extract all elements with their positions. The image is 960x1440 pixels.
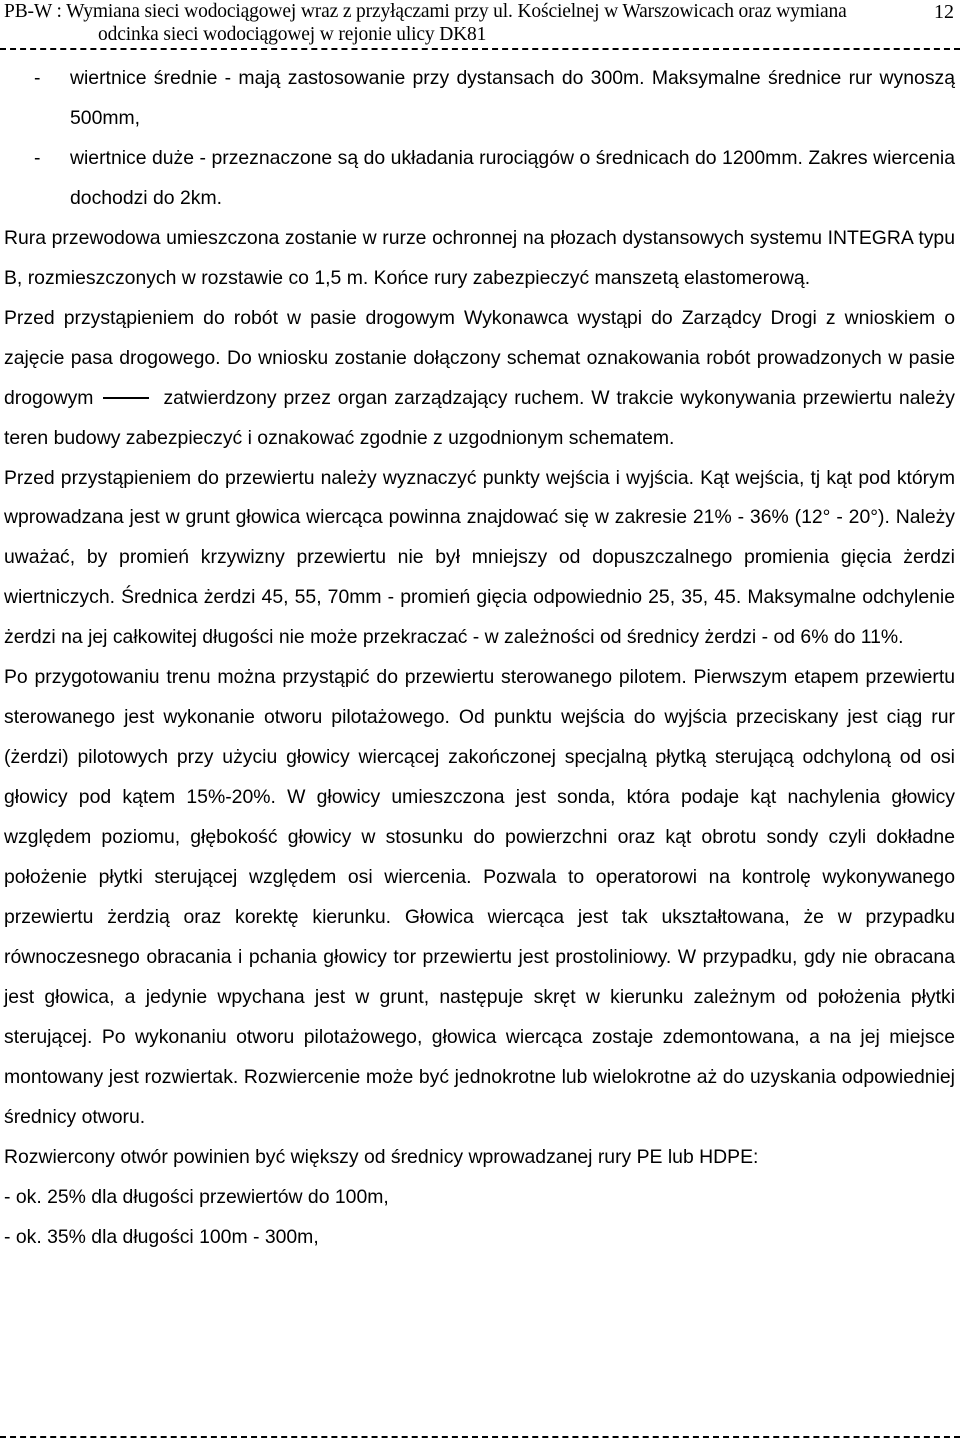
paragraph-road-permit-part-2: zatwierdzony przez organ zarządzający ruchem. W trakcie wykonywania przewiertu należy teren budowy zabezpieczyć i oznakować zgodnie z uzgodnionym schematem. <box>4 386 955 449</box>
bullet-item-medium-drills <box>4 59 955 139</box>
document-title <box>4 0 884 46</box>
document-title-line-2: odcinka sieci wodociągowej w rejonie ulicy DK81 <box>98 24 487 45</box>
paragraph-entry-angle: Przed przystąpieniem do przewiertu należy wyznaczyć punkty wejścia i wyjścia. Kąt wejścia, tj kąt pod którym wprowadzana jest w grunt głowica wiercąca powinna znajdować się w zakresie 21% - 36% (12° - 20°). Należy uważać, by promień krzywizny przewiertu nie był mniejszy od dopuszczalnego promienia gięcia żerdzi wiertniczych. Średnica żerdzi 45, 55, 70mm - promień gięcia odpowiednio 25, 35, 45. Maksymalne odchylenie żerdzi na jej całkowitej długości nie może przekraczać - w zależności od średnicy żerdzi - od 6% do 11%. <box>4 466 955 649</box>
page-number: 12 <box>934 1 954 23</box>
paragraph-reaming: Rozwiercony otwór powinien być większy od średnicy wprowadzanej rury PE lub HDPE: <box>4 1145 759 1168</box>
bullet-text: wiertnice duże - przeznaczone są do układania rurociągów o średnicach do 1200mm. Zakres wiercenia dochodzi do 2km. <box>70 146 955 209</box>
em-dash-line <box>103 397 149 399</box>
bullet-item-large-drills <box>4 139 955 219</box>
paragraph-pipe-casing: Rura przewodowa umieszczona zostanie w rurze ochronnej na płozach dystansowych systemu INTEGRA typu B, rozmieszczonych w rozstawie co 1,5 m. Końce rury zabezpieczyć manszetą elastomerową. <box>4 226 955 289</box>
paragraph-road-permit <box>4 299 955 459</box>
bullet-text: wiertnice średnie - mają zastosowanie przy dystansach do 300m. Maksymalne średnice rur wynoszą 500mm, <box>70 67 955 129</box>
footer-dashed-rule <box>0 1436 960 1438</box>
bullet-dash: - <box>34 67 41 89</box>
list-line-reaming-100m: - ok. 25% dla długości przewiertów do 100m, <box>4 1185 389 1208</box>
page-header <box>4 0 956 50</box>
paragraph-road-permit-part-1: Przed przystąpieniem do robót w pasie drogowym Wykonawca wystąpi do Zarządcy Drogi z wnioskiem o zajęcie pasa drogowego. Do wniosku zostanie dołączony schemat oznakowania robót prowadzonych w pasie drogowym <box>4 306 955 409</box>
header-dashed-rule <box>0 48 960 50</box>
document-body <box>4 59 955 1258</box>
paragraph-pilot-drilling: Po przygotowaniu trenu można przystąpić do przewiertu sterowanego pilotem. Pierwszym etapem przewiertu sterowanego jest wykonanie otworu pilotażowego. Od punktu wejścia do wyjścia przeciskany jest ciąg rur (żerdzi) pilotowych przy użyciu głowicy wiercącej zakończonej specjalną płytką sterującą odchyloną od osi głowicy pod kątem 15%-20%. W głowicy umieszczona jest sonda, która podaje kąt nachylenia głowicy względem poziomu, głębokość głowicy w stosunku do powierzchni oraz kąt obrotu sondy czyli dokładne położenie płytki sterującej względem osi wiercenia. Pozwala to operatorowi na kontrolę wykonywanego przewiertu żerdzią oraz korektę kierunku. Głowica wiercąca jest tak ukształtowana, że w przypadku równoczesnego obracania i pchania głowicy tor przewiertu jest prostoliniowy. W przypadku, gdy nie obracana jest głowica, a jedynie wpychana jest w grunt, następuje skręt w kierunku zależnym od położenia płytki sterującej. Po wykonaniu otworu pilotażowego, głowica wiercąca zostaje zdemontowana, a na jej miejsce montowany jest rozwiertak. Rozwiercenie może być jednokrotne lub wielokrotne aż do uzyskania odpowiedniej średnicy otworu. <box>4 666 955 1128</box>
list-line-reaming-300m: - ok. 35% dla długości 100m - 300m, <box>4 1225 319 1248</box>
document-title-line-1: PB-W : Wymiana sieci wodociągowej wraz z przyłączami przy ul. Kościelnej w Warszowicach oraz wymiana <box>4 1 847 22</box>
bullet-dash: - <box>34 146 41 169</box>
